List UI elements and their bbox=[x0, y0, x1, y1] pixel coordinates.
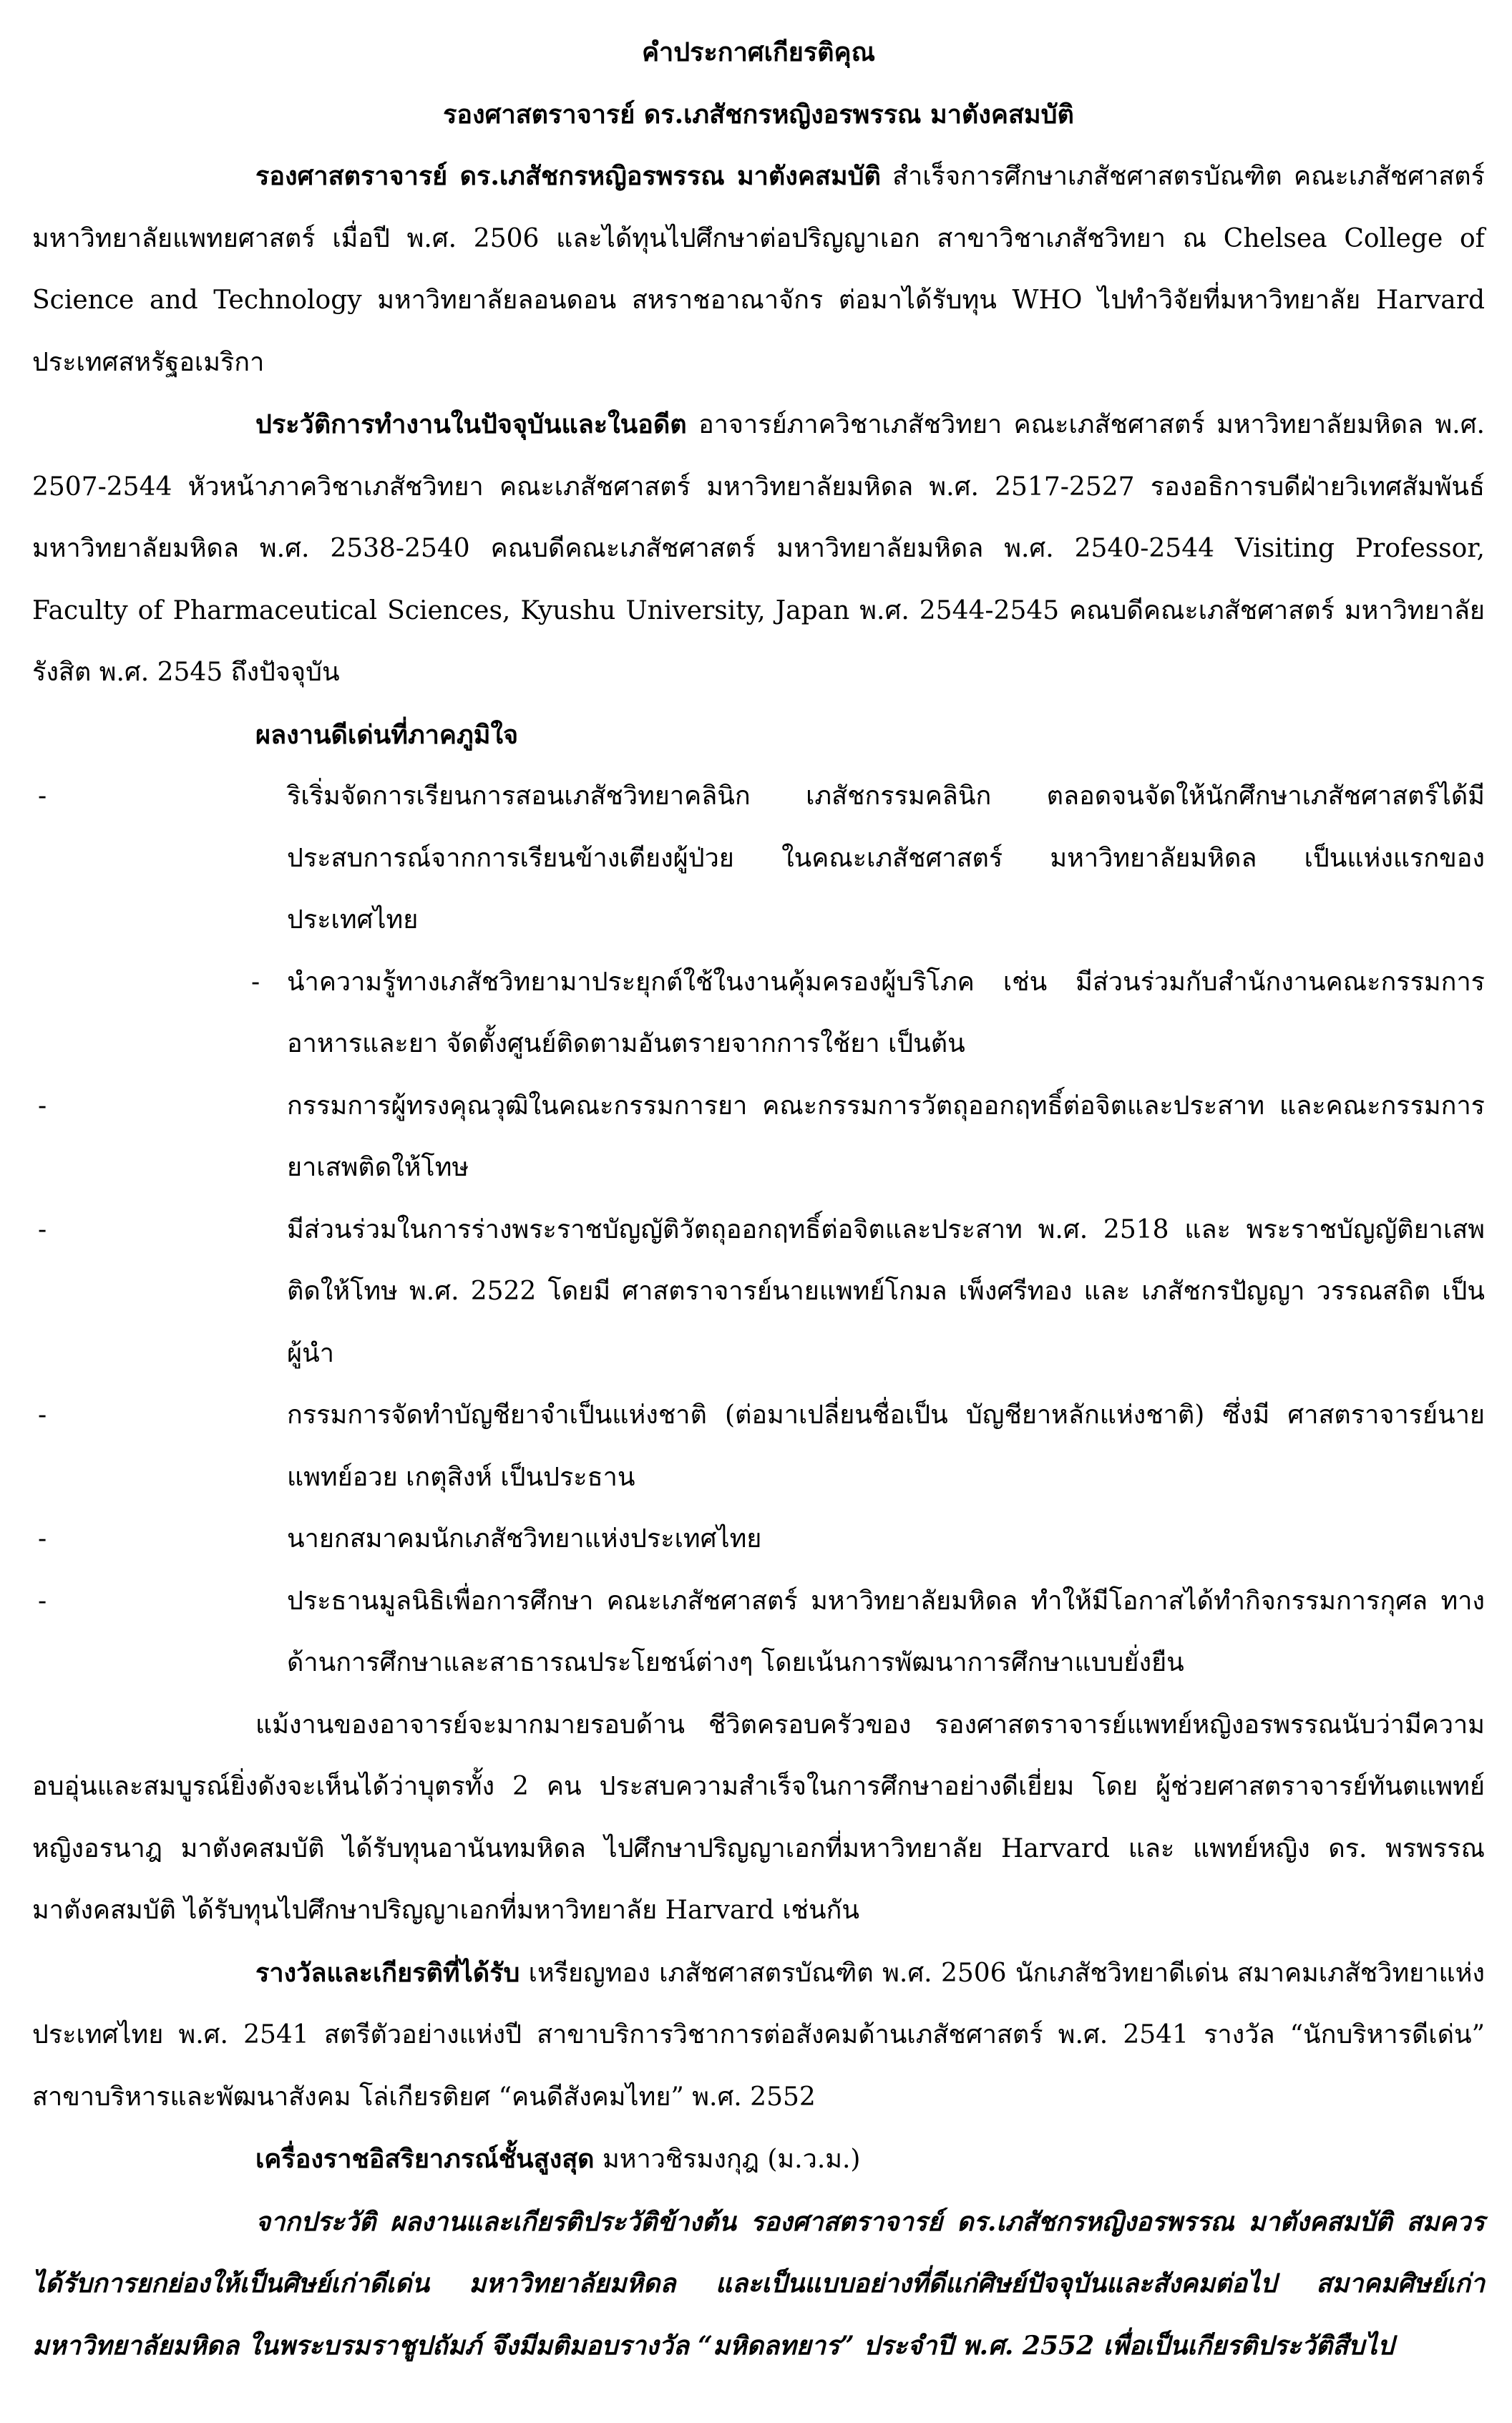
awards-text: เหรียญทอง เภสัชศาสตรบัณฑิต พ.ศ. 2506 นักเภสัชวิทยาดีเด่น สมาคมเภสัชวิทยาแห่งประเทศไทย พ.ศ. 2541 สตรีตัวอย่างแห่งปี สาขาบริการวิชาการต่อสังคมด้านเภสัชศาสตร์ พ.ศ. 2541 รางวัล “นักบริหารดีเด่น” สาขาบริหารและพัฒนาสังคม โล่เกียรติยศ “คนดีสังคมไทย” พ.ศ. 2552 bbox=[32, 1958, 1485, 2112]
list-dash: - bbox=[38, 1524, 47, 1554]
list-dash: - bbox=[38, 1091, 47, 1121]
list-item-text: มีส่วนร่วมในการร่างพระราชบัญญัติวัตถุออกฤทธิ์ต่อจิตและประสาท พ.ศ. 2518 และ พระราชบัญญัติยาเสพติดให้โทษ พ.ศ. 2522 โดยมี ศาสตราจารย์นายแพทย์โกมล เพ็งศรีทอง และ เภสัชกรปัญญา วรรณสถิต เป็นผู้นำ bbox=[287, 1214, 1485, 1368]
intro-name: รองศาสตราจารย์ ดร.เภสัชกรหญิอรพรรณ มาตังคสมบัติ bbox=[255, 161, 881, 191]
list-item bbox=[32, 1199, 1485, 1385]
list-dash: - bbox=[38, 1214, 47, 1244]
decoration-paragraph bbox=[32, 2128, 1485, 2191]
list-dash: - bbox=[251, 967, 260, 997]
list-item bbox=[32, 1076, 1485, 1199]
list-item-text: นำความรู้ทางเภสัชวิทยามาประยุกต์ใช้ในงานคุ้มครองผู้บริโภค เช่น มีส่วนร่วมกับสำนักงานคณะกรรมการอาหารและยา จัดตั้งศูนย์ติดตามอันตรายจากการใช้ยา เป็นต้น bbox=[287, 967, 1485, 1058]
closing-paragraph: จากประวัติ ผลงานและเกียรติประวัติข้างต้น รองศาสตราจารย์ ดร.เภสัชกรหญิงอรพรรณ มาตังคสมบัติ สมควรได้รับการยกย่องให้เป็นศิษย์เก่าดีเด่น มหาวิทยาลัยมหิดล และเป็นแบบอย่างที่ดีแก่ศิษย์ปัจจุบันและสังคมต่อไป สมาคมศิษย์เก่ามหาวิทยาลัยมหิดล ในพระบรมราชูปถัมภ์ จึงมีมติมอบรางวัล “มหิดลทยาร” ประจำปี พ.ศ. 2552 เพื่อเป็นเกียรติประวัติสืบไป bbox=[32, 2206, 1485, 2361]
achievements-list bbox=[32, 766, 1485, 1695]
awards-paragraph bbox=[32, 1942, 1485, 2129]
career-text: อาจารย์ภาควิชาเภสัชวิทยา คณะเภสัชศาสตร์ มหาวิทยาลัยมหิดล พ.ศ. 2507-2544 หัวหน้าภาควิชาเภสัชวิทยา คณะเภสัชศาสตร์ มหาวิทยาลัยมหิดล พ.ศ. 2517-2527 รองอธิการบดีฝ่ายวิเทศสัมพันธ์ มหาวิทยาลัยมหิดล พ.ศ. 2538-2540 คณบดีคณะเภสัชศาสตร์ มหาวิทยาลัยมหิดล พ.ศ. 2540-2544 Visiting Professor, Faculty of Pharmaceutical Sciences, Kyushu University, Japan พ.ศ. 2544-2545 คณบดีคณะเภสัชศาสตร์ มหาวิทยาลัยรังสิต พ.ศ. 2545 ถึงปัจจุบัน bbox=[32, 410, 1486, 687]
list-item-text: กรรมการจัดทำบัญชียาจำเป็นแห่งชาติ (ต่อมาเปลี่ยนชื่อเป็น บัญชียาหลักแห่งชาติ) ซึ่งมี ศาสตราจารย์นายแพทย์อวย เกตุสิงห์ เป็นประธาน bbox=[287, 1400, 1485, 1492]
list-item-text: ประธานมูลนิธิเพื่อการศึกษา คณะเภสัชศาสตร์ มหาวิทยาลัยมหิดล ทำให้มีโอกาสได้ทำกิจกรรมการกุศล ทางด้านการศึกษาและสาธารณประโยชน์ต่างๆ โดยเน้นการพัฒนาการศึกษาแบบยั่งยืน bbox=[287, 1586, 1485, 1677]
career-paragraph bbox=[32, 394, 1485, 704]
list-item bbox=[32, 1508, 1485, 1571]
list-item-text: กรรมการผู้ทรงคุณวุฒิในคณะกรรมการยา คณะกรรมการวัตถุออกฤทธิ์ต่อจิตและประสาท และคณะกรรมการยาเสพติดให้โทษ bbox=[287, 1091, 1485, 1182]
list-dash: - bbox=[38, 1586, 47, 1616]
list-item bbox=[32, 1385, 1485, 1508]
citation-document bbox=[32, 21, 1485, 2376]
list-item bbox=[32, 766, 1485, 952]
list-item bbox=[32, 1571, 1485, 1695]
intro-text: สำเร็จการศึกษาเภสัชศาสตรบัณฑิต คณะเภสัชศาสตร์ มหาวิทยาลัยแพทยศาสตร์ เมื่อปี พ.ศ. 2506 และได้ทุนไปศึกษาต่อปริญญาเอก สาขาวิชาเภสัชวิทยา ณ Chelsea College of Science and Technology มหาวิทยาลัยลอนดอน สหราชอาณาจักร ต่อมาได้รับทุน WHO ไปทำวิจัยที่มหาวิทยาลัย Harvard ประเทศสหรัฐอเมริกา bbox=[32, 162, 1485, 377]
decoration-heading: เครื่องราชอิสริยาภรณ์ชั้นสูงสุด bbox=[255, 2144, 595, 2174]
intro-paragraph bbox=[32, 145, 1485, 394]
document-title: คำประกาศเกียรติคุณ bbox=[641, 37, 876, 67]
list-dash: - bbox=[38, 781, 47, 811]
achievements-heading: ผลงานดีเด่นที่ภาคภูมิใจ bbox=[255, 719, 519, 750]
list-item-text: ริเริ่มจัดการเรียนการสอนเภสัชวิทยาคลินิก เภสัชกรรมคลินิก ตลอดจนจัดให้นักศึกษาเภสัชศาสตร์ได้มีประสบการณ์จากการเรียนข้างเตียงผู้ป่วย ในคณะเภสัชศาสตร์ มหาวิทยาลัยมหิดล เป็นแห่งแรกของประเทศไทย bbox=[287, 781, 1485, 935]
list-dash: - bbox=[38, 1400, 47, 1430]
list-item-text: นายกสมาคมนักเภสัชวิทยาแห่งประเทศไทย bbox=[287, 1524, 762, 1554]
list-item bbox=[32, 952, 1485, 1076]
decoration-text: มหาวชิรมงกุฎ (ม.ว.ม.) bbox=[594, 2145, 861, 2174]
family-paragraph: แม้งานของอาจารย์จะมากมายรอบด้าน ชีวิตครอบครัวของ รองศาสตราจารย์แพทย์หญิงอรพรรณนับว่ามีความอบอุ่นและสมบูรณ์ยิ่งดังจะเห็นได้ว่าบุตรทั้ง 2 คน ประสบความสำเร็จในการศึกษาอย่างดีเยี่ยม โดย ผู้ช่วยศาสตราจารย์ทันตแพทย์หญิงอรนาฎ มาตังคสมบัติ ได้รับทุนอานันทมหิดล ไปศึกษาปริญญาเอกที่มหาวิทยาลัย Harvard และ แพทย์หญิง ดร. พรพรรณ มาตังคสมบัติ ได้รับทุนไปศึกษาปริญญาเอกที่มหาวิทยาลัย Harvard เช่นกัน bbox=[32, 1710, 1485, 1925]
career-heading: ประวัติการทำงานในปัจจุบันและในอดีต bbox=[255, 409, 687, 439]
awards-heading: รางวัลและเกียรติที่ได้รับ bbox=[255, 1957, 520, 1988]
honoree-name-title: รองศาสตราจารย์ ดร.เภสัชกรหญิงอรพรรณ มาตังคสมบัติ bbox=[443, 99, 1074, 130]
